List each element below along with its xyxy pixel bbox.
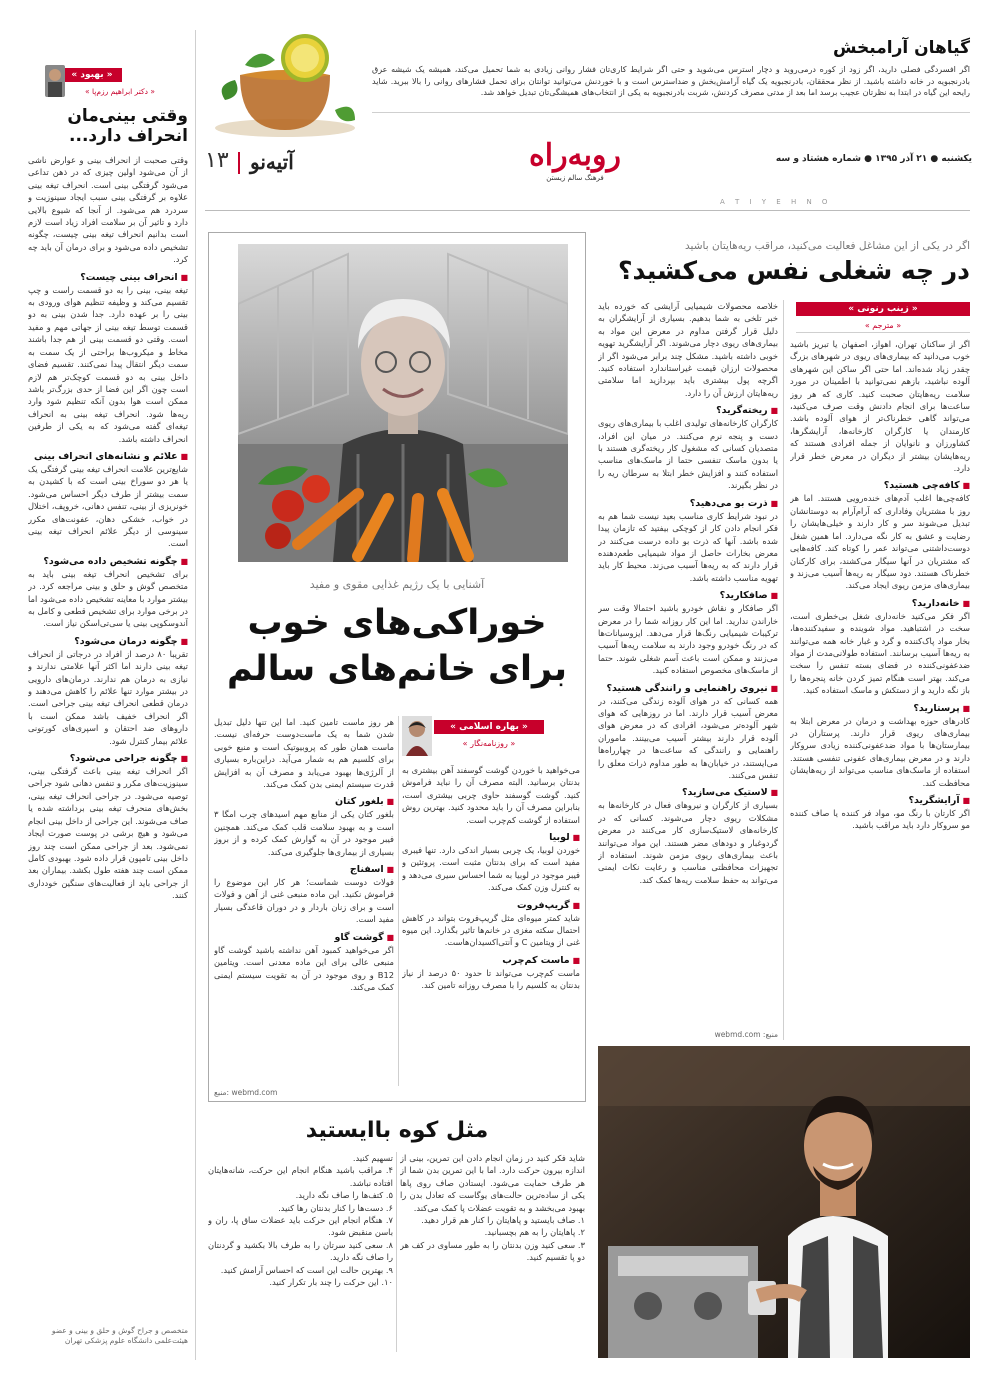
paragraph: ماست کم‌چرب می‌تواند تا حدود ۵۰ درصد از نیاز بدنتان به کلسیم را با مصرف روزانه تامین کند. (402, 967, 580, 991)
page-number: ۱۳ (205, 148, 229, 173)
subheading: ■ چگونه جراحی می‌شود؟ (28, 752, 188, 765)
food-col2 (402, 764, 580, 1084)
watermark: A T I Y E H N O (720, 198, 832, 206)
brand-logo (520, 138, 630, 193)
subheading: ■ خانه‌دارید؟ (790, 597, 970, 610)
top-box (372, 38, 970, 110)
food-col1 (214, 716, 394, 1084)
subheading: ■ چگونه درمان می‌شود؟ (28, 635, 188, 648)
paragraph: می‌خواهید با خوردن گوشت گوسفند آهن بیشتری به بدنتان برسانید. البته مصرف آن را نباید فراموش کنید. گوشت گوسفند حاوی چربی بیشتری است، بنابراین مصرف آن را باید محدود کنید. بهترین روش استفاده از گوشت کم‌چرب است. (402, 765, 580, 825)
breathing-title: در چه شغلی نفس می‌کشید؟ (617, 256, 970, 285)
subheading: ■ گوشت گاو (214, 931, 394, 944)
breathing-source: منبع: webmd.com (714, 1030, 778, 1039)
brand-tagline: فرهنگ سالم زیستن (546, 174, 604, 182)
subheading: ■ لاستیک می‌سازید؟ (598, 786, 778, 799)
paragraph: خوردن لوبیا، یک چربی بسیار اندکی دارد. تنها فیبری مفید است که برای بدنتان مثبت است. پروتئین و فیبر موجود در لوبیا به شما احساس سیری می‌دهد و به کنترل وزن کمک می‌کند. (402, 845, 580, 893)
column-body (28, 154, 188, 1319)
subheading: ■ آرایشگرید؟ (790, 794, 970, 807)
food-kicker: آشنایی با یک رژیم غذایی مقوی و مفید (309, 578, 485, 591)
brand-name: روبه‌راه (529, 138, 621, 173)
section-name: آتیه‌نو (250, 150, 294, 174)
breathing-kicker: اگر در یکی از این مشاغل فعالیت می‌کنید، مراقب ریه‌هایتان باشید (685, 240, 970, 252)
paragraph: کادرهای حوزه بهداشت و درمان در معرض ابتلا به بیماری‌های ریوی قرار دارند. پرستاران در بیمارستان‌ها با مواد ضدعفونی‌کننده زیادی سروکار دارند و در معرض بیماری‌های عفونی تنفسی هستند. استفاده از ماسک‌های مناسب می‌تواند از ریه‌هایشان محافظت کند. (790, 715, 970, 788)
subheading: ■ پرستارید؟ (790, 702, 970, 715)
paragraph: تقریبا ۸۰ درصد از افراد در درجاتی از انحراف تیغه بینی دارند اما اکثر آنها علامتی ندارند و نیازی به درمان هم ندارند. درمان‌های دارویی در بیشتر موارد تنها علائم را کاهش می‌دهند و درمان قطعی انحراف تیغه بینی جراحی است. اگر انحراف خفیف باشد ممکن است با داروهای ضد احتقان و اسپری‌های کورتونی علائم بیمار کنترل شود. (28, 648, 188, 746)
paragraph: اگر می‌خواهید کمبود آهن نداشته باشید گوشت گاو منبعی عالی برای این ماده معدنی است. ویتامین B12 و روی موجود در آن به تقویت سیستم ایمنی کمک می‌کند. (214, 944, 394, 992)
mountain-col1 (400, 1152, 585, 1357)
breathing-col2 (598, 300, 778, 1025)
paragraph: هر روز ماست تامین کنید. اما این تنها دلیل تبدیل شدن شما به یک ماست‌دوست حرفه‌ای نیست. ماست همان طور که پروبیوتیک است و منبع خوبی برای کلسیم هم به شمار می‌آید. دراین‌باره بسیاری از آلرژی‌ها بهبود می‌یابد و مصرف آن به افزایش قدرت سیستم ایمنی بدن کمک می‌کند. (214, 717, 394, 790)
paragraph: اگر انحراف تیغه بینی باعث گرفتگی بینی، سینوزیت‌های مکرر و تنفس دهانی شود جراحی توصیه می‌شود. در جراحی انحراف تیغه بینی، بخش‌های منحرف تیغه بینی برداشته شده یا صاف می‌شوند. این جراحی از داخل بینی انجام می‌شود و هیچ برشی در پوست صورت ایجاد نمی‌شود. بعد از جراحی ممکن است چند روز داخل بینی تامپون قرار داده شود. بهبودی کامل ممکن است چند هفته طول بکشد. بیماران بعد از جراحی باید از فعالیت‌های سنگین خودداری کنند. (28, 766, 188, 901)
paragraph: بلغور کتان یکی از منابع مهم اسیدهای چرب امگا ۳ است و به بهبود سلامت قلب کمک می‌کند. همچنین فیبر موجود در آن به گوارش کمک کرده و از بروز بسیاری از بیماری‌ها جلوگیری می‌کند. (214, 809, 394, 857)
issue-line: یکشنبه ● ۲۱ آذر ۱۳۹۵ ● شماره هشتاد و سه (775, 154, 972, 164)
paragraph: فولات دوست شماست؛ هر کار این موضوع را فراموش نکنید. این ماده منبعی غنی از آهن و فولات است و برای زنان باردار و در دوران قاعدگی بسیار مفید است. (214, 877, 394, 925)
breathing-author: « زینب رنونی » (796, 302, 970, 316)
subheading: ■ گریپ‌فروت (402, 899, 580, 912)
paragraph: شایع‌ترین علامت انحراف تیغه بینی گرفتگی یک یا هر دو سوراخ بینی است که با کشیدن به سمت بیشتر از طرف دیگر احساس می‌شود. خونریزی از بینی، تنفس دهانی، خروپف، اختلال در خواب، خشکی دهان، عفونت‌های مکرر سینوسی از دیگر علائم انحراف تیغه بینی است. (28, 463, 188, 549)
food-source: منبع: webmd.com (214, 1088, 278, 1097)
mountain-title: مثل کوه باایستید (305, 1118, 489, 1143)
subheading: ■ بلغور کتان (214, 795, 394, 808)
food-author: « بهاره اسلامی » (434, 720, 544, 734)
column-intro: وقتی صحبت از انحراف بینی و عوارض ناشی از آن می‌شود اولین چیزی که در ذهن تداعی می‌شود گرفتگی بینی است. انحراف تیغه بینی علاوه بر گرفتگی بینی سبب ایجاد سینوزیت و سردرد هم می‌شود. از آنجا که شیوع بالایی دارد و تاثیر آن بر سلامت افراد زیاد است لازم است بدانیم انحراف تیغه بینی چیست، چگونه تشخیص داده می‌شود و برای درمان آن باید چه کرد. (28, 155, 188, 265)
paragraph: در نبود شرایط کاری مناسب بعید نیست شما هم به فکر انجام دادن کار از کوچکی بیفتید که تاز‌مان پیدا شده باشد. آنها که ذرت بو داده درست می‌کنند در معرض بخارات حاصل از مواد شیمیایی طعم‌دهنده قرار دارند که به ریه‌ها آسیب می‌زند. محیط کار باید تهویه مناسب داشته باشد. (598, 510, 778, 583)
food-author-photo (402, 716, 432, 756)
food-title: خوراکی‌های خوب برای خانم‌های سالم (227, 603, 567, 689)
paragraph: شاید کمتر میوه‌ای مثل گریپ‌فروت بتواند در کاهش احتمال سکته مغزی در خانم‌ها تاثیر بگذارد. این میوه غنی از ویتامین C و آنتی‌اکسیدان‌هاست. (402, 912, 580, 948)
paragraph: خلاصه محصولات شیمیایی آرایشی که خورده باید خبر تلخی به شما بدهیم. بسیاری از آرایشگران به دلیل قرار گرفتن مداوم در معرض این مواد به بیماری‌های ریوی دچار می‌شوند. اگر آرایشگرید تهویه خوبی داشته باشید. مشکل چند برابر می‌شود اگر از محصولات ارزان قیمت غیراستاندارد استفاده کنید. اگرچه پول بیشتری باید بپردازید اما سلامتی ریه‌هایتان ارزش آن را دارد. (598, 301, 778, 398)
top-box-title: گیاهان آرامبخش (833, 38, 970, 58)
subheading: ■ نیروی راهنمایی و رانندگی هستید؟ (598, 682, 778, 695)
subheading: ■ علائم و نشانه‌های انحراف بینی (28, 450, 188, 463)
paragraph: کارگران کارخانه‌های تولیدی اغلب با بیماری‌های ریوی دست و پنجه نرم می‌کنند. در میان این افراد، متصدیان کسانی که مشغول کار ریخته‌گری هستند با یا بدون ماسک تنفسی حتما از ماسک‌های مناسب استفاده کنند و افزایش خطر ابتلا به سرطان ریه را در نظر بگیرند. (598, 418, 778, 491)
column-tag: « بهبود » (62, 68, 122, 82)
subheading: ■ ذرت بو می‌دهید؟ (598, 497, 778, 510)
tea-image (205, 30, 365, 140)
paragraph: کافه‌چی‌ها اغلب آدم‌های خنده‌رویی هستند. اما هر روز با مشتریان وفاداری که آرام‌آرام به دوستانشان تبدیل می‌شوند سر و کار دارند و خیلی‌هایشان را رضایت و عشق به کار نگه می‌دارد. اما همین شغل دوست‌داشتنی می‌تواند عمر را کوتاه کند. کافه‌هایی که مشتریان در آنها سیگار می‌کشند، برای کارکنان خطرناک هستند. دود سیگار به ریه‌ها آسیب می‌زند و بیماری‌های مزمن ریوی ایجاد می‌کند. (790, 493, 970, 591)
barista-image (598, 1046, 970, 1358)
paragraph: اگر از ساکنان تهران، اهواز، اصفهان یا تبریز باشید خوب می‌دانید که بیماری‌های ریوی در شهرهای بزرگ چقدر زیاد شده‌اند. اما حتی اگر ساکن این شهرهای آلوده نباشید، بازهم نمی‌توانید با اطمینان در مورد سلامت ریه‌هایتان صحبت کنید. کاری که هر روز ساعت‌ها برای انجام دادنش وقت صرف می‌کنید، می‌تواند گاهی خطرناک‌تر از هوای آلوده باشد. کارمندان یا کارگران کارخانه‌ها، آرایشگرها، کشاورزان و نانوایان از جمله افرادی هستند که ریه‌هایشان بیشتر از دیگران در معرض خطر قرار دارد. (790, 339, 970, 474)
column-title: وقتی بینی‌مان انحراف دارد... (67, 106, 188, 146)
subheading: ■ انحراف بینی چیست؟ (28, 271, 188, 284)
subheading: ■ چگونه تشخیص داده می‌شود؟ (28, 555, 188, 568)
paragraph: اگر کارتان با رنگ مو، مواد فر کننده یا صاف کننده مو سروکار دارد باید مراقب باشید. (790, 808, 970, 831)
breathing-col1 (790, 338, 970, 1058)
subheading: ■ کافه‌چی هستید؟ (790, 479, 970, 492)
subheading: ■ ماست کم‌چرب (402, 954, 580, 967)
woman-vegetables-image (238, 244, 568, 562)
paragraph: اگر فکر می‌کنید خانه‌داری شغل بی‌خطری است، سخت در اشتباهید. مواد شوینده و سفیدکننده‌ها، بخار مواد پاک‌کننده و گرد و غبار خانه همه می‌توانند به ریه‌ها آسیب برسانند. استفاده طولانی‌مدت از مواد ضدعفونی‌کننده در فضای بسته تنفس را سخت می‌کند. بهتر است هنگام تمیز کردن خانه پنجره‌ها را باز نگه دارید و از دستکش و ماسک استفاده کنید. (790, 610, 970, 696)
paragraph: اگر صافکار و نقاش خودرو باشید احتمالا وقت سر خاراندن ندارید. اما این کار روزانه شما را در معرض ترکیبات شیمیایی رنگ‌ها قرار می‌دهد. ایزوسیانات‌ها که در رنگ خودرو وجود دارند به سلامت ریه‌ها آسیب می‌زنند و ممکن است باعث آسم شغلی شوند. حتما از ماسک‌های مخصوص استفاده کنید. (598, 603, 778, 676)
top-box-body: اگر افسردگی فصلی دارید، اگر زود از کوره درمی‌روید و دچار استرس می‌شوید و حتی اگر شرایط کاری‌تان فشار روانی زیادی به شما تحمیل می‌کند، همیشه یک شیشه عرق بادرنجبویه در خانه داشته باشید. از نظر محققان، بادرنجبویه یک گیاه آرامش‌بخش و ضداسترس است و با خوردنش می‌توانید توانتان برای تحمل فشارهای روانی را بالا ببرید. شاید رایحه این گیاه در ابتدا به نظرتان عجیب برسد اما بعد از مدتی مصرف کردنش، شربت بادرنجبویه به یکی از انتخاب‌های همیشگی‌تان تبدیل خواهد شد. (372, 65, 970, 97)
subheading: ■ ریخته‌گرید؟ (598, 404, 778, 417)
subheading: ■ صافکارید؟ (598, 589, 778, 602)
paragraph: همه کسانی که در هوای آلوده زندگی می‌کنند، در معرض آسیب قرار دارند. اما در روزهایی که هوای شهر آلوده‌تر می‌شود، افرادی که در معرض هوای آلوده قرار دارند بیشتر آسیب می‌بینند. ماموران راهنمایی و رانندگی که ساعت‌ها در چهارراه‌ها می‌ایستند، در خیابان‌ها به طور مداوم ذرات معلق را تنفس می‌کنند. (598, 695, 778, 780)
subheading: ■ اسفناج (214, 863, 394, 876)
column-author: « دکتر ابراهیم رزم‌پا » (85, 87, 155, 96)
paragraph: تیغه بینی، بینی را به دو قسمت راست و چپ تقسیم می‌کند و وظیفه تنظیم هوای ورودی به بینی را بر عهده دارد. جدا شدن بینی به دو قسمت توسط تیغه بینی از جهاتی مهم و مفید است. وقتی دو قسمت بینی از هم جدا باشند مخاط و میکروب‌ها براحتی از یک سمت به سمت دیگر انتقال پیدا نمی‌کنند. تقسیم فضای داخل بینی به دو قسمت کوچک‌تر هم لازم است چون اگر این فضا از حدی بزرگ‌تر باشد ممکن است هوا بدون آنکه تنظیم شود وارد ریه‌ها شود. انحراف تیغه بینی به انحراف تیغه‌ای گفته می‌شود که به یکی از طرفین انحراف داشته باشد. (28, 284, 188, 444)
breathing-author-role: « مترجم » (864, 321, 902, 330)
column-footer: متخصص و جراح گوش و حلق و بینی و عضو هیئت‌علمی دانشگاه علوم پزشکی تهران (51, 1326, 188, 1345)
paragraph: شاید فکر کنید در زمان انجام دادن این تمرین، بینی از اندازه بیرون حرکت دارد. اما با این تمرین بدن شما از هر طرف حمایت می‌شود. ایستادن صاف روی پاها یکی از ساده‌ترین حالت‌های یوگاست که تعادل بدن را بهبود می‌بخشد و به تقویت عضلات پا کمک می‌کند. ۱. صاف بایستید و پاهایتان را کنار هم قرار دهید. ۲. پاهایتان را به هم بچسبانید. ۳. سعی کنید وزن بدنتان را به طور مساوی در کف هر دو پا تقسیم کنید. (400, 1153, 585, 1263)
paragraph: بسیاری از کارگران و نیروهای فعال در کارخانه‌ها به مشکلات ریوی دچار می‌شوند. کسانی که در کارخانه‌های لاستیک‌سازی کار می‌کنند در معرض گردوغبار و دودهای مضر هستند. این مواد می‌توانند باعث بیماری‌های ریوی مزمن شوند. استفاده از تجهیزات محافظتی مناسب و رعایت نکات ایمنی می‌تواند به حفظ سلامت ریه‌ها کمک کند. (598, 800, 778, 885)
food-author-role: « روزنامه‌نگار » (462, 739, 516, 748)
subheading: ■ لوبیا (402, 831, 580, 844)
mountain-col2 (208, 1152, 393, 1357)
paragraph: برای تشخیص انحراف تیغه بینی باید به متخصص گوش و حلق و بینی مراجعه کرد. در بیشتر موارد با معاینه تشخیص داده می‌شود اما در برخی موارد برای تشخیص قطعی و کامل به آندوسکوپی بینی یا سی‌تی‌اسکن نیاز است. (28, 568, 188, 629)
paragraph: تسهیم کنید. ۴. مراقب باشید هنگام انجام این حرکت، شانه‌هایتان افتاده نباشد. ۵. کتف‌ها را صاف نگه دارید. ۶. دست‌ها را کنار بدنتان رها کنید. ۷. هنگام انجام این حرکت باید عضلات ساق پا، ران و باسن منقبض شود. ۸. سعی کنید سرتان را به طرف بالا بکشید و گردنتان را صاف نگه دارید. ۹. بهترین حالت این است که احساس آرامش کنید. ۱۰. این حرکت را چند بار تکرار کنید. (208, 1153, 393, 1288)
